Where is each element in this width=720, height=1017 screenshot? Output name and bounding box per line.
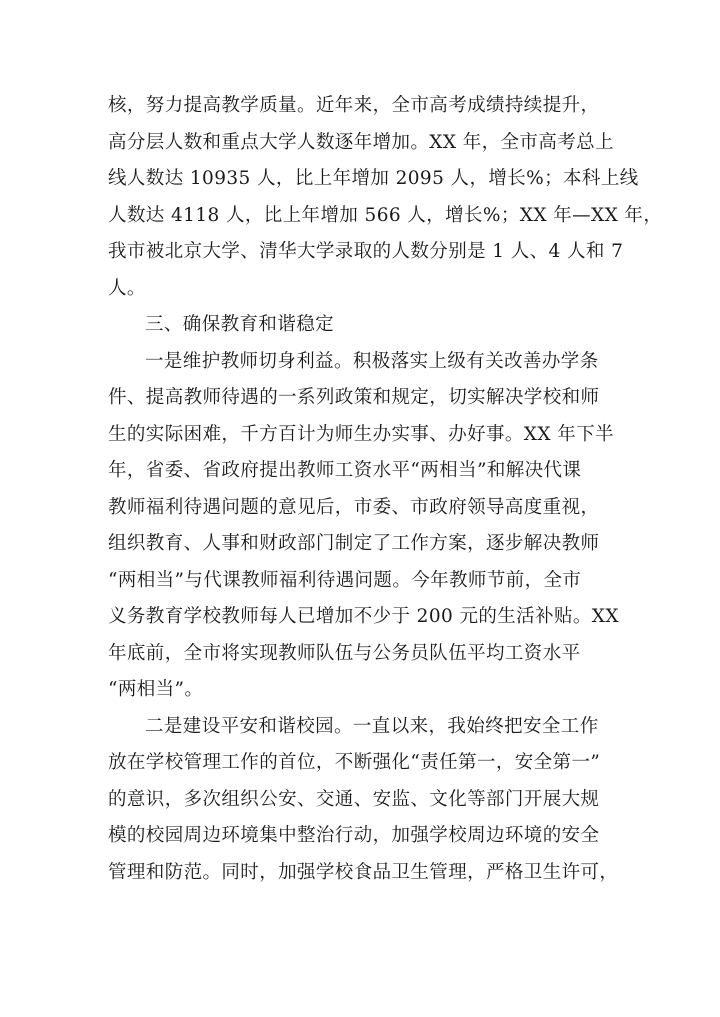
text-line: 生的实际困难，千方百计为师生办实事、办好事。XX 年下半 [108,423,614,445]
text-line: 教师福利待遇问题的意见后，市委、市政府领导高度重视， [108,496,600,518]
text-line: 高分层人数和重点大学人数逐年增加。XX 年，全市高考总上 [108,131,614,153]
document-body [108,88,663,891]
text-line: 件、提高教师待遇的一系列政策和规定，切实解决学校和师 [108,387,600,408]
text-line: 的意识，多次组织公安、交通、安监、文化等部门开展大规 [108,788,600,810]
section-heading: 三、确保教育和谐稳定 [145,314,335,335]
text-line: 管理和防范。同时，加强学校食品卫生管理，严格卫生许可， [108,861,619,883]
text-line: 年底前，全市将实现教师队伍与公务员队伍平均工资水平 [108,642,581,664]
text-line: 线人数达 10935 人，比上年增加 2095 人，增长%；本科上线 [108,168,639,189]
text-line: “两相当”。 [108,679,204,700]
paragraph-start: 一是维护教师切身利益。积极落实上级有关改善办学条 [145,350,599,372]
text-line: 模的校园周边环境集中整治行动，加强学校周边环境的安全 [108,825,600,846]
text-line: 放在学校管理工作的首位，不断强化“责任第一，安全第一” [108,752,601,773]
text-line: 人数达 4118 人，比上年增加 566 人，增长%；XX 年—XX 年， [108,204,663,226]
text-line: “两相当”与代课教师福利待遇问题。今年教师节前，全市 [108,569,582,591]
text-line: 年，省委、省政府提出教师工资水平“两相当”和解决代课 [108,460,582,481]
text-line: 组织教育、人事和财政部门制定了工作方案，逐步解决教师 [108,533,600,554]
text-line: 义务教育学校教师每人已增加不少于 200 元的生活补贴。XX [108,606,619,627]
paragraph-start: 二是建设平安和谐校园。一直以来，我始终把安全工作 [145,715,599,737]
text-line: 人。 [108,277,146,299]
text-line: 核，努力提高教学质量。近年来，全市高考成绩持续提升， [108,95,600,116]
text-line: 我市被北京大学、清华大学录取的人数分别是 1 人、4 人和 7 [108,241,624,262]
